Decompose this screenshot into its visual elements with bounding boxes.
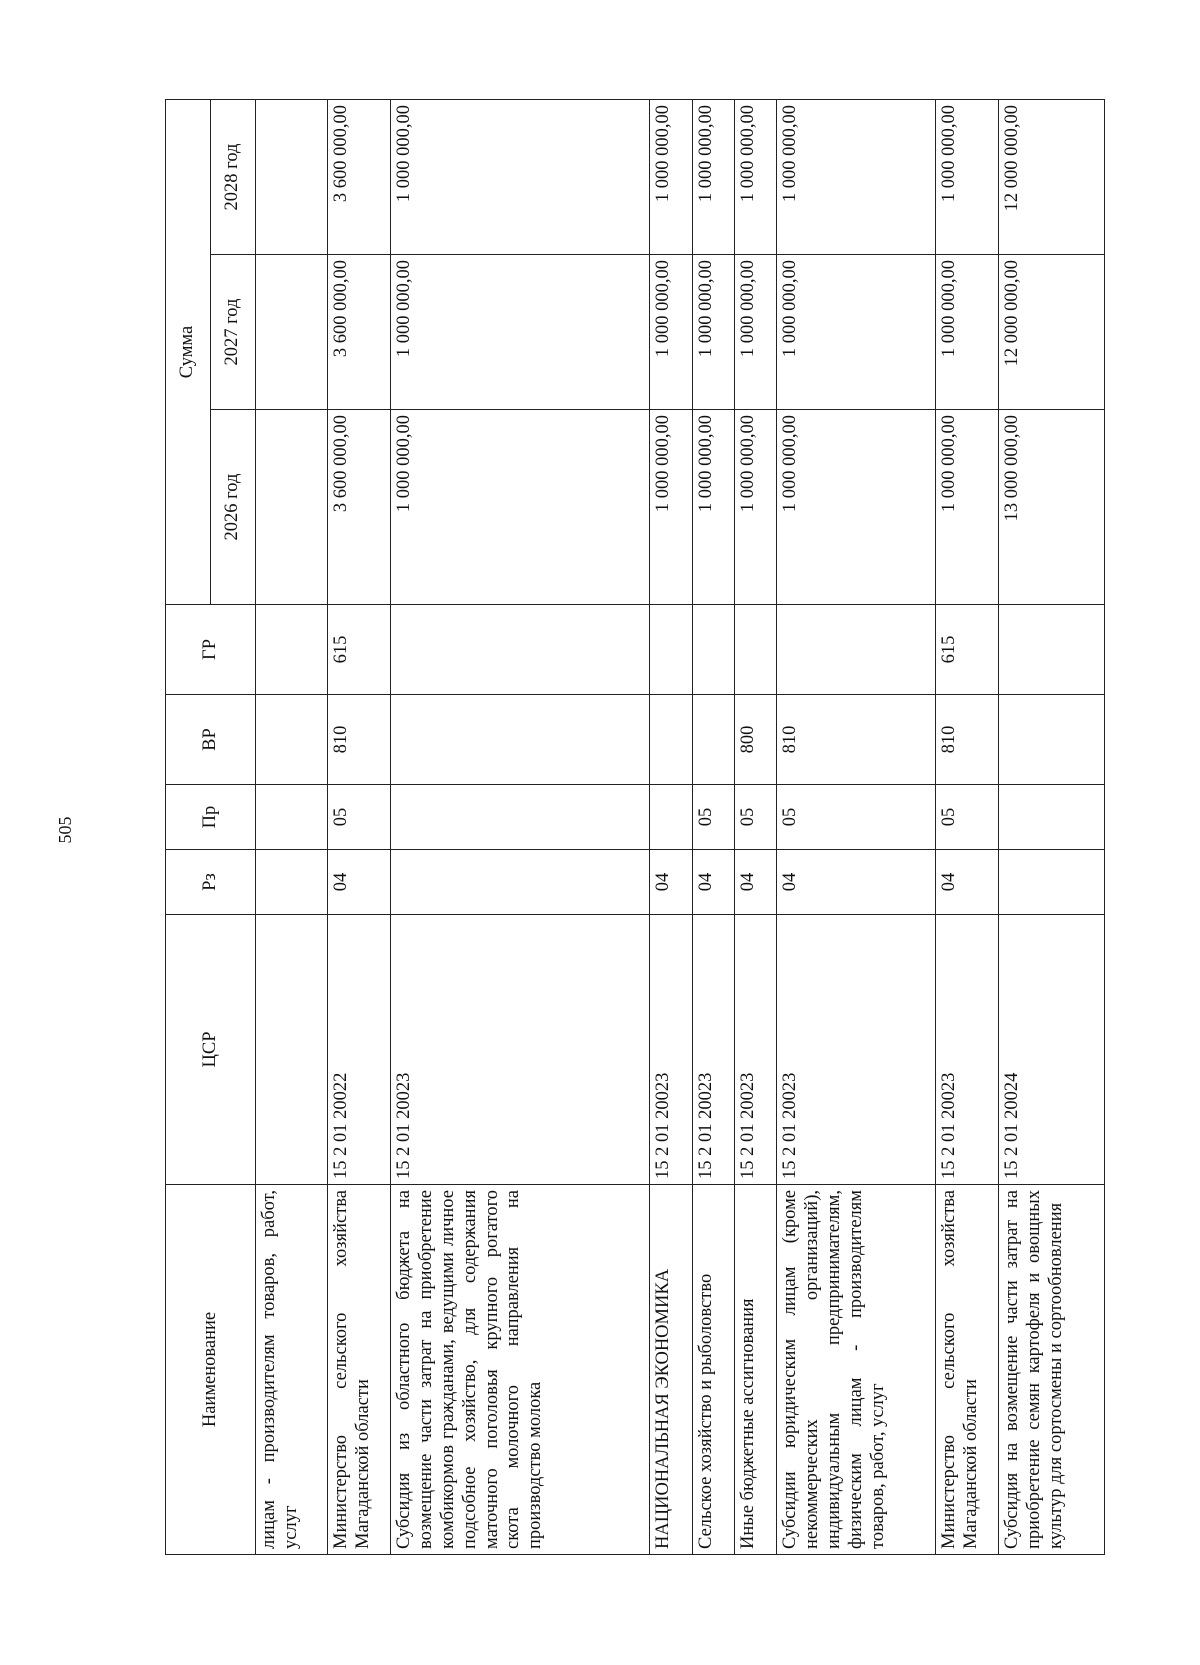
header-name: Наименование — [166, 1185, 256, 1555]
table-row — [734, 99, 776, 1554]
table-row — [327, 99, 390, 1554]
cell-name: Сельское хозяйство и рыболовство — [692, 1185, 734, 1555]
table-row — [777, 99, 936, 1554]
cell-2026: 1 000 000,00 — [650, 410, 692, 605]
cell-2027: 1 000 000,00 — [734, 255, 776, 410]
cell-2028: 1 000 000,00 — [777, 99, 936, 254]
cell-rz: 04 — [692, 850, 734, 915]
cell-2026: 3 600 000,00 — [327, 410, 390, 605]
cell-name: Министерство сельского хозяйства Магаданской области — [327, 1185, 390, 1555]
cell-2026: 1 000 000,00 — [391, 410, 650, 605]
header-csr: ЦСР — [166, 915, 256, 1185]
cell-csr — [256, 915, 328, 1185]
header-year-2027: 2027 год — [211, 255, 256, 410]
header-pr: Пр — [166, 785, 256, 850]
table-row — [650, 99, 692, 1554]
cell-vr: 810 — [935, 695, 998, 785]
cell-vr — [999, 695, 1105, 785]
table-row — [692, 99, 734, 1554]
cell-name: Министерство сельского хозяйства Магаданской области — [935, 1185, 998, 1555]
cell-2027: 3 600 000,00 — [327, 255, 390, 410]
cell-vr — [256, 695, 328, 785]
cell-csr: 15 2 01 20023 — [650, 915, 692, 1185]
cell-name: НАЦИОНАЛЬНАЯ ЭКОНОМИКА — [650, 1185, 692, 1555]
cell-gr — [391, 605, 650, 695]
cell-vr: 810 — [777, 695, 936, 785]
cell-name: Субсидии юридическим лицам (кроме некоммерческих организаций), индивидуальным предпринимателям, физическим лицам - производителям товаров, работ, услуг — [777, 1185, 936, 1555]
cell-rz — [256, 850, 328, 915]
cell-2027: 1 000 000,00 — [391, 255, 650, 410]
cell-2026 — [256, 410, 328, 605]
cell-pr: 05 — [777, 785, 936, 850]
cell-csr: 15 2 01 20023 — [391, 915, 650, 1185]
page-number: 505 — [55, 816, 75, 844]
cell-rz — [999, 850, 1105, 915]
cell-rz: 04 — [777, 850, 936, 915]
cell-2028: 12 000 000,00 — [999, 99, 1105, 254]
cell-csr: 15 2 01 20023 — [734, 915, 776, 1185]
cell-gr — [777, 605, 936, 695]
table-body — [256, 99, 1105, 1554]
cell-2026: 1 000 000,00 — [777, 410, 936, 605]
cell-pr — [650, 785, 692, 850]
cell-vr — [391, 695, 650, 785]
header-year-2028: 2028 год — [211, 99, 256, 254]
cell-gr — [999, 605, 1105, 695]
header-year-2026: 2026 год — [211, 410, 256, 605]
cell-rz: 04 — [650, 850, 692, 915]
cell-rz: 04 — [327, 850, 390, 915]
cell-vr — [692, 695, 734, 785]
cell-pr — [256, 785, 328, 850]
cell-2028: 3 600 000,00 — [327, 99, 390, 254]
header-rz: Рз — [166, 850, 256, 915]
cell-pr: 05 — [327, 785, 390, 850]
cell-name: Субсидия на возмещение части затрат на приобретение семян картофеля и овощных культур для сортосмены и сортообновления — [999, 1185, 1105, 1555]
cell-2028: 1 000 000,00 — [650, 99, 692, 254]
cell-rz: 04 — [734, 850, 776, 915]
cell-name: Субсидия из областного бюджета на возмещение части затрат на приобретение комбикормов гражданами, ведущими личное подсобное хозяйство, для содержания маточного поголовья крупного рогатого скота молочного направления на производство молока — [391, 1185, 650, 1555]
cell-2028: 1 000 000,00 — [935, 99, 998, 254]
cell-2028 — [256, 99, 328, 254]
cell-pr: 05 — [935, 785, 998, 850]
cell-gr — [650, 605, 692, 695]
cell-vr — [650, 695, 692, 785]
cell-pr: 05 — [692, 785, 734, 850]
cell-pr: 05 — [734, 785, 776, 850]
cell-csr: 15 2 01 20023 — [692, 915, 734, 1185]
cell-2027: 1 000 000,00 — [777, 255, 936, 410]
cell-2027: 1 000 000,00 — [650, 255, 692, 410]
cell-vr: 810 — [327, 695, 390, 785]
header-row-1 — [166, 99, 211, 1554]
cell-csr: 15 2 01 20024 — [999, 915, 1105, 1185]
cell-2026: 1 000 000,00 — [935, 410, 998, 605]
cell-csr: 15 2 01 20022 — [327, 915, 390, 1185]
cell-2028: 1 000 000,00 — [391, 99, 650, 254]
cell-rz: 04 — [935, 850, 998, 915]
cell-csr: 15 2 01 20023 — [777, 915, 936, 1185]
budget-table — [165, 99, 1105, 1555]
cell-gr — [692, 605, 734, 695]
cell-2027: 1 000 000,00 — [935, 255, 998, 410]
cell-2028: 1 000 000,00 — [692, 99, 734, 254]
cell-2026: 1 000 000,00 — [734, 410, 776, 605]
cell-gr: 615 — [327, 605, 390, 695]
cell-gr: 615 — [935, 605, 998, 695]
cell-2027: 12 000 000,00 — [999, 255, 1105, 410]
table-row — [391, 99, 650, 1554]
header-gr: ГР — [166, 605, 256, 695]
cell-rz — [391, 850, 650, 915]
table-row — [999, 99, 1105, 1554]
cell-name: лицам - производителям товаров, работ, услуг — [256, 1185, 328, 1555]
cell-vr: 800 — [734, 695, 776, 785]
cell-gr — [734, 605, 776, 695]
table-row — [935, 99, 998, 1554]
rotated-table-container — [165, 100, 1105, 1555]
cell-pr — [999, 785, 1105, 850]
cell-2028: 1 000 000,00 — [734, 99, 776, 254]
cell-name: Иные бюджетные ассигнования — [734, 1185, 776, 1555]
table-row — [256, 99, 328, 1554]
cell-2027 — [256, 255, 328, 410]
header-sum: Сумма — [166, 99, 211, 604]
cell-2026: 1 000 000,00 — [692, 410, 734, 605]
cell-pr — [391, 785, 650, 850]
cell-2027: 1 000 000,00 — [692, 255, 734, 410]
header-vr: ВР — [166, 695, 256, 785]
cell-2026: 13 000 000,00 — [999, 410, 1105, 605]
cell-csr: 15 2 01 20023 — [935, 915, 998, 1185]
cell-gr — [256, 605, 328, 695]
